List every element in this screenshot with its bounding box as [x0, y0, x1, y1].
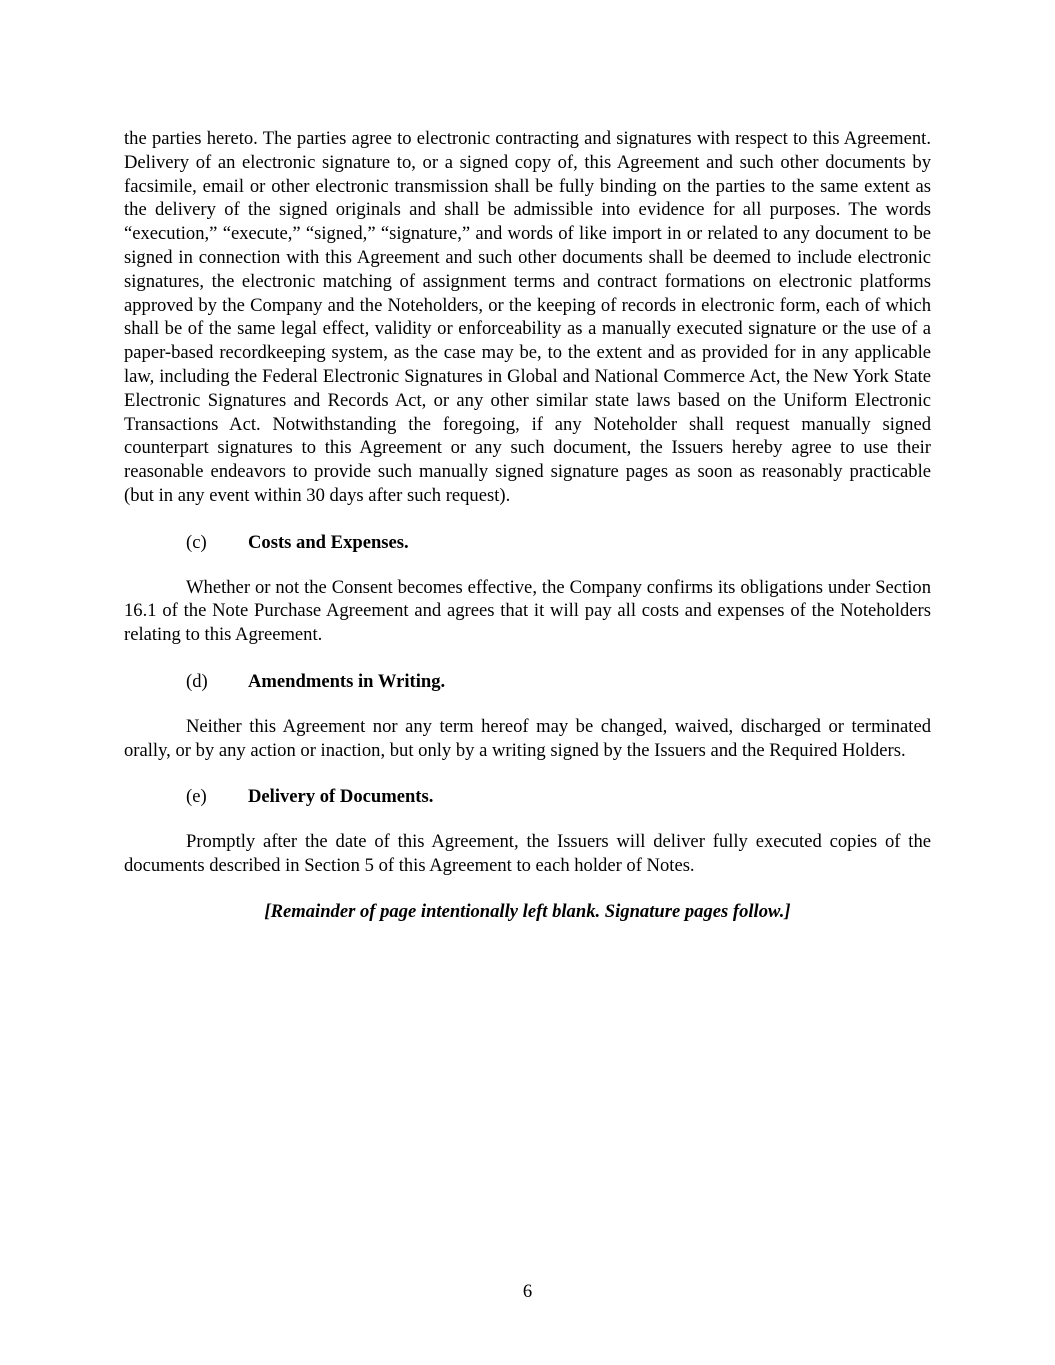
section-title: Delivery of Documents.: [248, 786, 434, 808]
opening-paragraph: the parties hereto. The parties agree to electronic contracting and signatures with respect to this Agreement. Delivery of an electronic signature to, or a signed copy of, this Agreement and such other documents by facsimile, email or other electronic transmission shall be fully binding on the parties to the same extent as the delivery of the signed originals and shall be admissible into evidence for all purposes. The words “execution,” “execute,” “signed,” “signature,” and words of like import in or related to any document to be signed in connection with this Agreement and such other documents shall be deemed to include electronic signatures, the electronic matching of assignment terms and contract formations on electronic platforms approved by the Company and the Noteholders, or the keeping of records in electronic form, each of which shall be of the same legal effect, validity or enforceability as a manually executed signature or the use of a paper-based recordkeeping system, as the case may be, to the extent and as provided for in any applicable law, including the Federal Electronic Signatures in Global and National Commerce Act, the New York State Electronic Signatures and Records Act, or any other similar state laws based on the Uniform Electronic Transactions Act. Notwithstanding the foregoing, if any Noteholder shall request manually signed counterpart signatures to this Agreement or any such document, the Issuers hereby agree to use their reasonable endeavors to provide such manually signed signature pages as soon as reasonably practicable (but in any event within 30 days after such request).: [124, 128, 931, 506]
section-heading-d: [124, 670, 931, 694]
closing-note: [Remainder of page intentionally left blank. Signature pages follow.]: [264, 900, 791, 922]
section-body-d: Neither this Agreement nor any term hereof may be changed, waived, discharged or terminated orally, or by any action or inaction, but only by a writing signed by the Issuers and the Required Holders.: [124, 715, 931, 761]
section-heading-e: [124, 785, 931, 809]
document-page: [124, 127, 931, 924]
section-letter: (c): [186, 531, 207, 553]
section-title: Amendments in Writing.: [248, 670, 446, 692]
section-title: Costs and Expenses.: [248, 531, 409, 553]
section-body-e: Promptly after the date of this Agreement, the Issuers will deliver fully executed copies of the documents described in Section 5 of this Agreement to each holder of Notes.: [124, 831, 931, 876]
section-body-c: Whether or not the Consent becomes effective, the Company confirms its obligations under Section 16.1 of the Note Purchase Agreement and agrees that it will pay all costs and expenses of the Noteholders relating to this Agreement.: [124, 576, 931, 646]
section-heading-c: [124, 531, 931, 555]
section-letter: (d): [186, 670, 208, 692]
section-letter: (e): [186, 786, 207, 808]
page-number: 6: [522, 1281, 533, 1302]
